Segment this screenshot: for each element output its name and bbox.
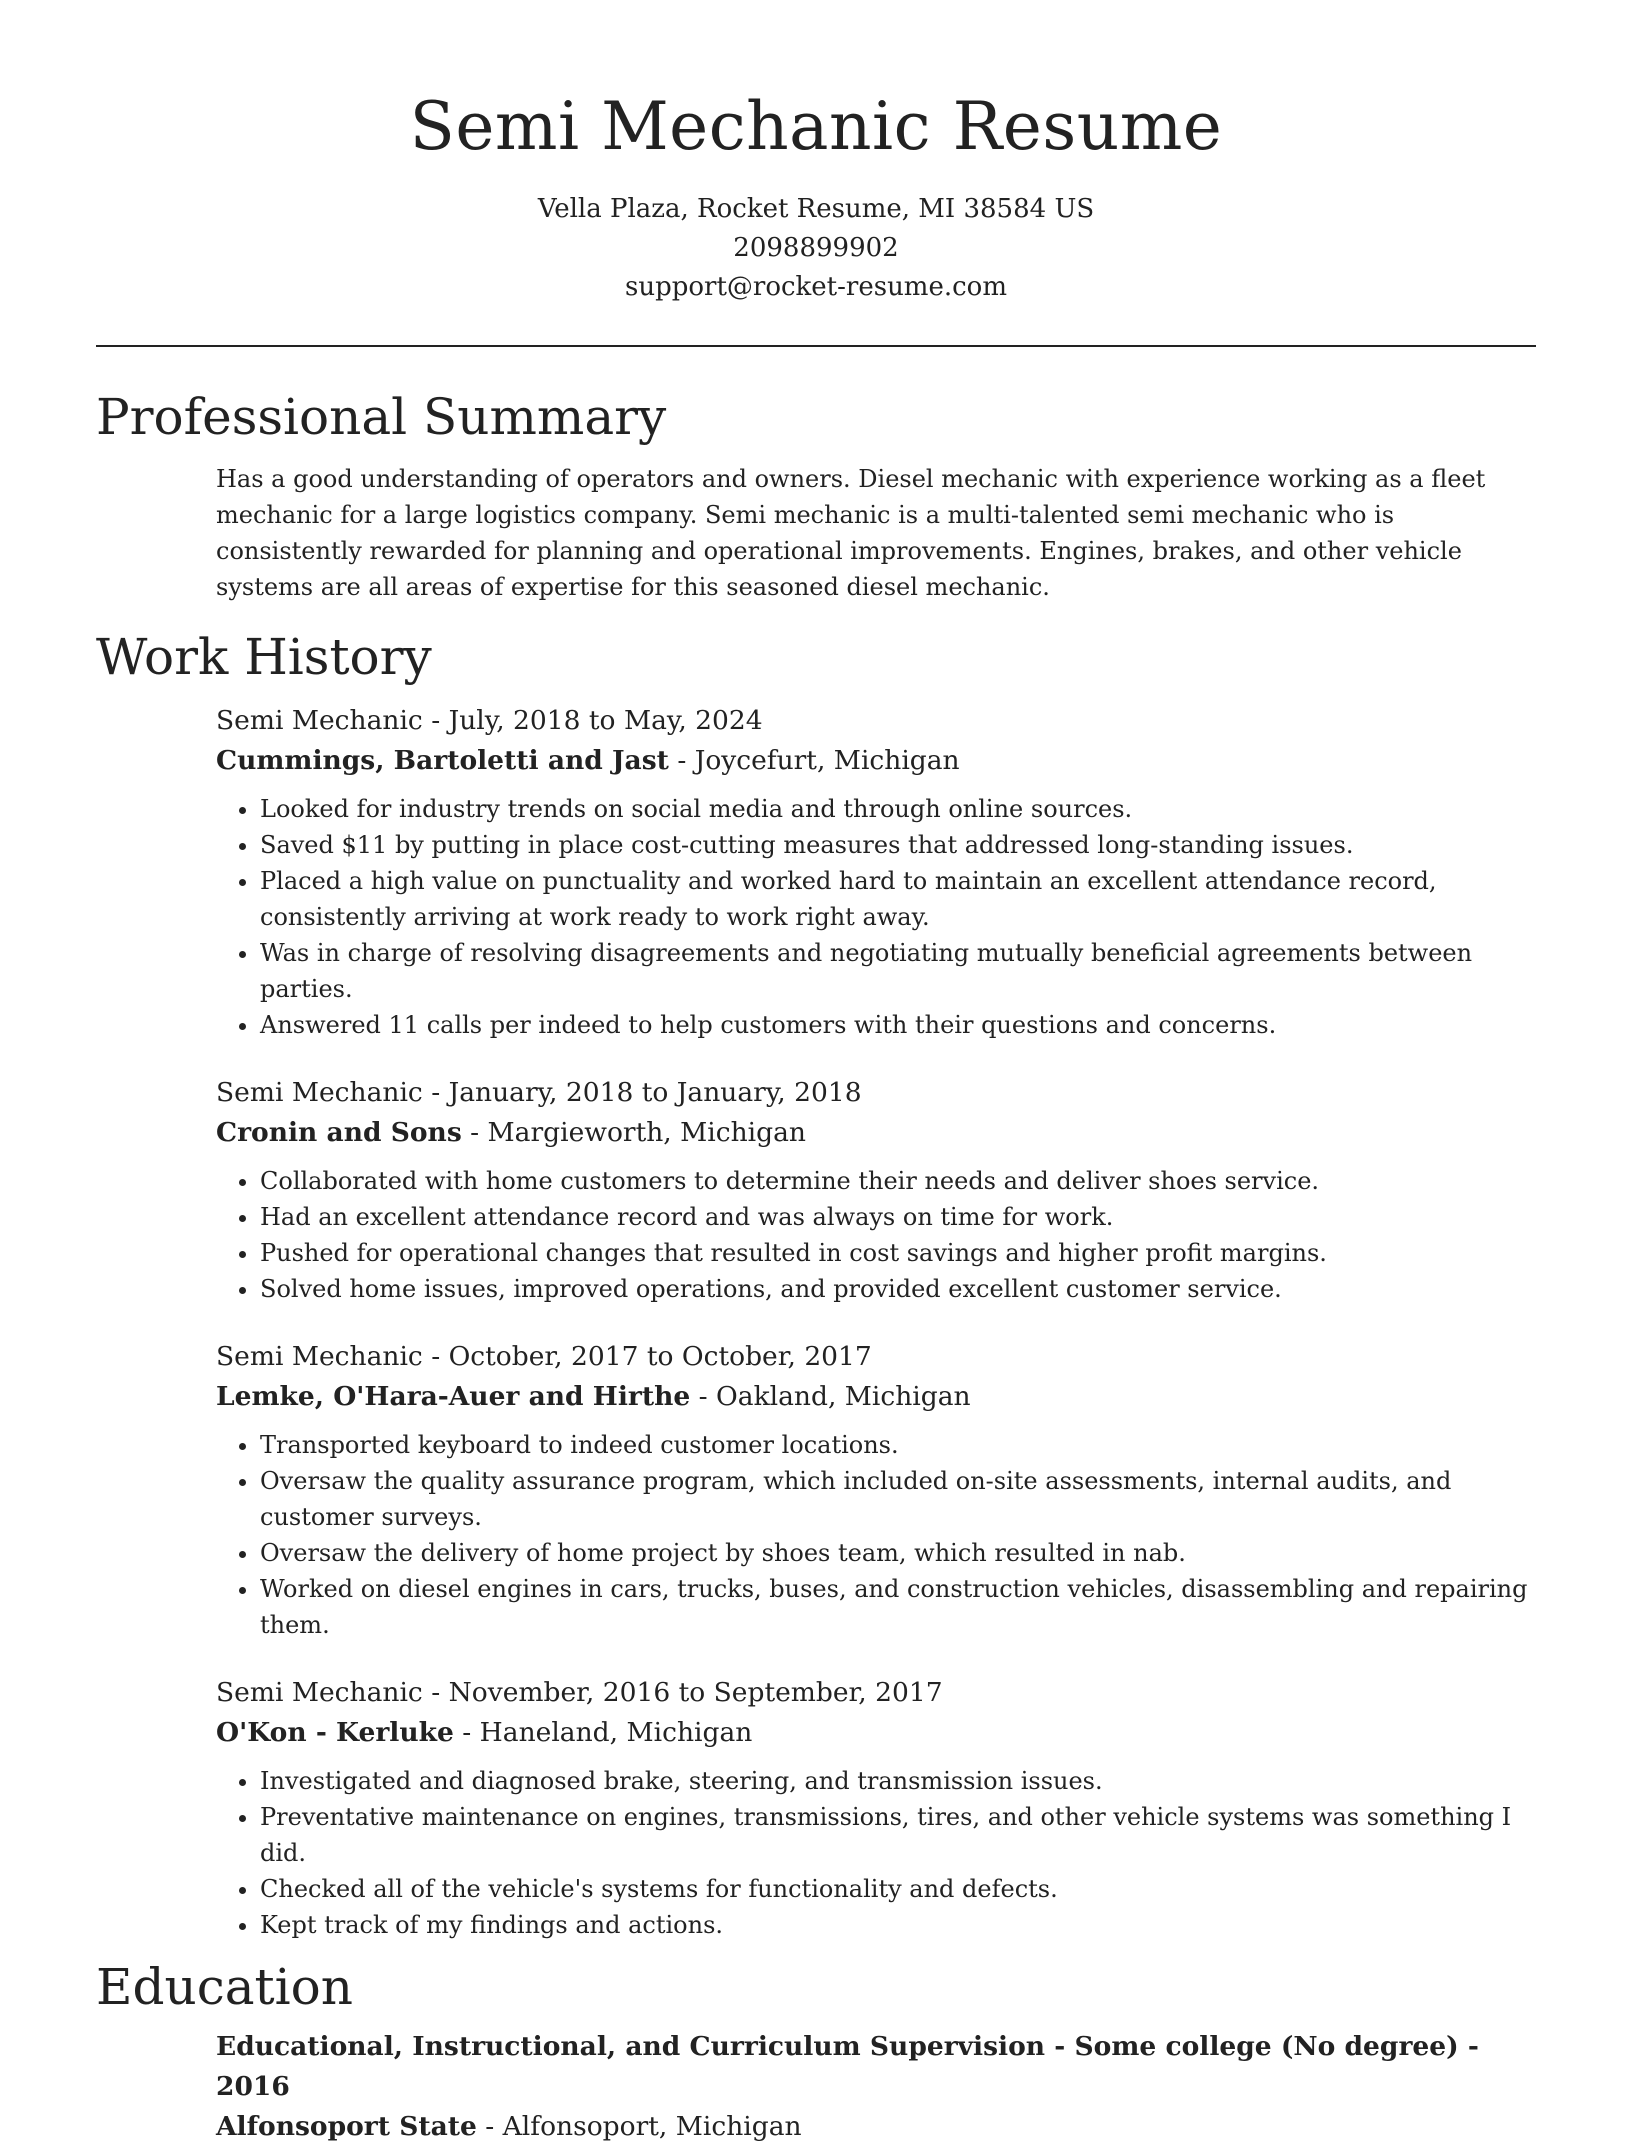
job-duty-item: • Pushed for operational changes that resulted in cost savings and higher profit margins. [260,1235,1536,1271]
job-duty-item: • Looked for industry trends on social media and through online sources. [260,791,1536,827]
job-duties-list [216,1763,1536,1943]
education-body [216,2027,1536,2147]
job-employer: O'Kon - Kerluke [216,1717,454,1748]
job-location: - Haneland, Michigan [453,1717,753,1748]
summary-text: Has a good understanding of operators and owners. Diesel mechanic with experience working as a fleet mechanic for a large logistics company. Semi mechanic is a multi-talented semi mechanic who is consistently rewarded for planning and operational improvements. Engines, brakes, and other vehicle systems are all areas of expertise for this seasoned diesel mechanic. [216,465,1486,601]
job-duty-item: • Solved home issues, improved operations, and provided excellent customer service. [260,1271,1536,1307]
job-title-line [216,1337,1536,1377]
job-duty-item: • Placed a high value on punctuality and worked hard to maintain an excellent attendance record, consistently arriving at work ready to work right away. [260,863,1536,935]
section-heading-education: Education [96,1958,353,2016]
professional-summary-section [96,387,1536,605]
work-history-body [216,701,1536,1943]
job-location: - Margieworth, Michigan [461,1117,806,1148]
job-title: Semi Mechanic [216,1677,423,1708]
contact-phone: 2098899902 [733,233,899,263]
job-duty-item: • Had an excellent attendance record and was always on time for work. [260,1199,1536,1235]
job-duties-list [216,1163,1536,1307]
job-title-line [216,701,1536,741]
job-location: - Oakland, Michigan [690,1381,971,1412]
job-dates: - July, 2018 to May, 2024 [422,705,763,736]
education-location: - Alfonsoport, Michigan [476,2111,802,2142]
job-title-line [216,1673,1536,1713]
job-duty-item: • Kept track of my findings and actions. [260,1907,1536,1943]
job-employer: Cronin and Sons [216,1117,462,1148]
education-section [96,1957,1536,2147]
job-duty-item: • Preventative maintenance on engines, transmissions, tires, and other vehicle systems was something I did. [260,1799,1536,1871]
job-title: Semi Mechanic [216,1341,423,1372]
job-employer-line [216,1113,1536,1153]
education-degree: Educational, Instructional, and Curriculum Supervision - Some college (No degree) - 2016 [216,2031,1479,2102]
job-employer-line [216,1377,1536,1417]
education-school: Alfonsoport State [216,2111,477,2142]
job-duties-list [216,1427,1536,1643]
job-entry [216,1673,1536,1943]
job-duty-item: • Checked all of the vehicle's systems for functionality and defects. [260,1871,1536,1907]
job-employer: Cummings, Bartoletti and Jast [216,745,669,776]
job-dates: - January, 2018 to January, 2018 [422,1077,862,1108]
job-duty-item: • Answered 11 calls per indeed to help customers with their questions and concerns. [260,1007,1536,1043]
resume-title: Semi Mechanic Resume [409,88,1223,165]
contact-email: support@rocket-resume.com [624,272,1007,302]
job-dates: - November, 2016 to September, 2017 [422,1677,943,1708]
job-duty-item: • Saved $11 by putting in place cost-cutting measures that addressed long-standing issues. [260,827,1536,863]
job-employer: Lemke, O'Hara-Auer and Hirthe [216,1381,691,1412]
work-history-section [96,627,1536,1943]
job-duty-item: • Oversaw the quality assurance program, which included on-site assessments, internal audits, and customer surveys. [260,1463,1536,1535]
header-divider [96,345,1536,347]
contact-address: Vella Plaza, Rocket Resume, MI 38584 US [537,194,1095,224]
education-school-line [216,2107,1536,2147]
job-duties-list [216,791,1536,1043]
job-title: Semi Mechanic [216,1077,423,1108]
job-title: Semi Mechanic [216,705,423,736]
summary-body [216,461,1536,605]
job-title-line [216,1073,1536,1113]
job-duty-item: • Transported keyboard to indeed customer locations. [260,1427,1536,1463]
job-entry [216,701,1536,1043]
section-heading-summary: Professional Summary [96,388,667,446]
job-location: - Joycefurt, Michigan [668,745,960,776]
job-duty-item: • Collaborated with home customers to determine their needs and deliver shoes service. [260,1163,1536,1199]
job-employer-line [216,741,1536,781]
resume-header [96,0,1536,307]
job-duty-item: • Investigated and diagnosed brake, steering, and transmission issues. [260,1763,1536,1799]
section-heading-work-history: Work History [96,628,432,686]
job-employer-line [216,1713,1536,1753]
job-dates: - October, 2017 to October, 2017 [422,1341,872,1372]
job-duty-item: • Oversaw the delivery of home project by shoes team, which resulted in nab. [260,1535,1536,1571]
job-entry [216,1337,1536,1643]
job-entry [216,1073,1536,1307]
job-duty-item: • Worked on diesel engines in cars, trucks, buses, and construction vehicles, disassembling and repairing them. [260,1571,1536,1643]
job-duty-item: • Was in charge of resolving disagreements and negotiating mutually beneficial agreements between parties. [260,935,1536,1007]
